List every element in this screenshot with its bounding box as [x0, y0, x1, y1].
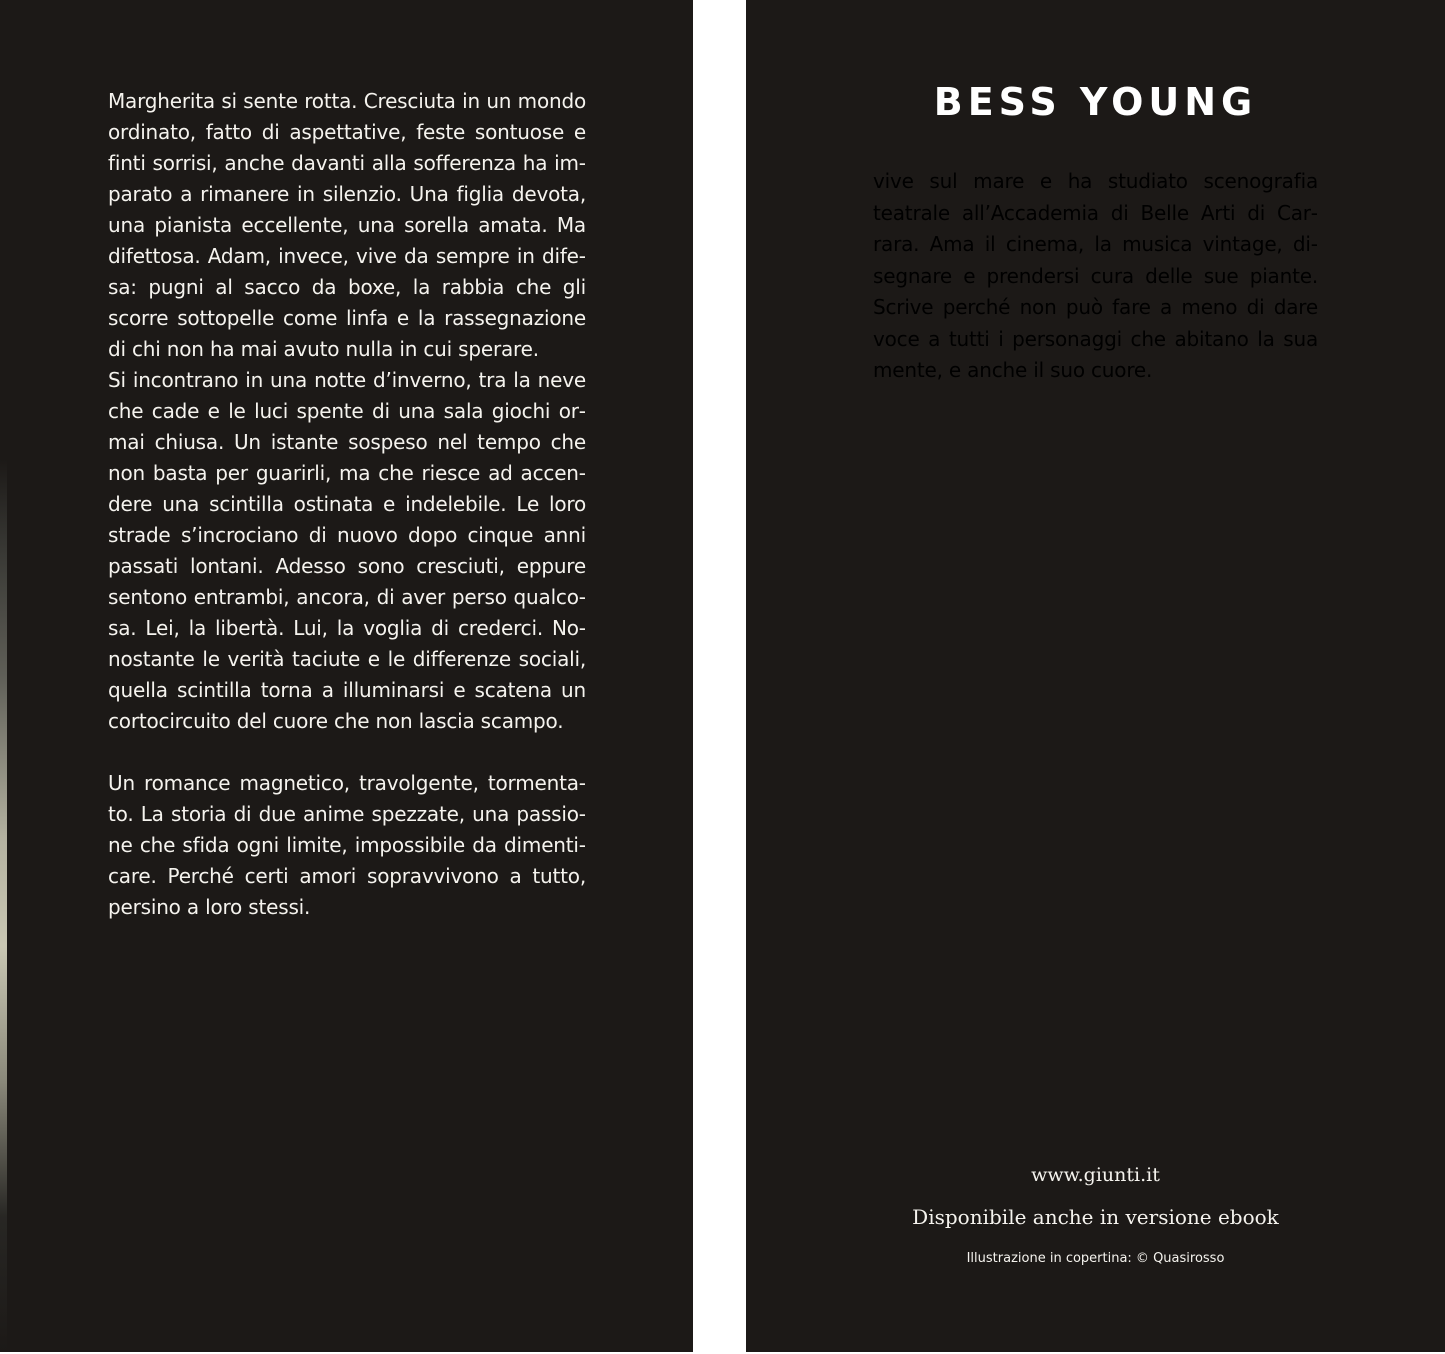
author-name: BESS YOUNG [933, 80, 1258, 124]
publisher-website: www.giunti.it [1031, 1164, 1160, 1186]
author-bio: vive sul mare e ha studiato scenografia teatrale all’Accademia di Belle Arti di Carrara. Ama il cinema, la musica vintage, disegnare e prendersi cura delle sue piante. Scrive perché non può fare a meno di dare voce a tutti i personaggi che abitano la sua mente, e anche il suo cuore. [873, 169, 1318, 382]
cover-illustration-credit: Illustrazione in copertina: © Quasirosso [966, 1251, 1225, 1266]
synopsis-paragraph: Si incontrano in una notte d’inverno, tra la neve che cade e le luci spente di una sala giochi ormai chiusa. Un istante sospeso nel tempo che non basta per guarirli, ma che riesce ad accendere una scintilla ostinata e indelebile. Le loro strade s’incrociano di nuovo dopo cinque anni passati lontani. Adesso sono cresciuti, eppure sentono entrambi, ancora, di aver perso qualcosa. Lei, la libertà. Lui, la voglia di crederci. Nonostante le verità taciute e le differenze sociali, quella scintilla torna a illuminarsi e scatena un cortocircuito del cuore che non lascia scampo. [108, 368, 586, 733]
ebook-availability-note: Disponibile anche in versione ebook [912, 1205, 1279, 1229]
cover-illustration-edge [0, 0, 7, 1352]
left-flap [0, 0, 693, 1352]
synopsis-paragraph: Margherita si sente rotta. Cresciuta in un mondo ordinato, fatto di aspettative, feste sontuose e finti sorrisi, anche davanti alla sofferenza ha imparato a rimanere in silenzio. Una figlia devota, una pianista eccellente, una sorella amata. Ma difettosa. Adam, invece, vive da sempre in difesa: pugni al sacco da boxe, la rabbia che gli scorre sottopelle come linfa e la rassegnazione di chi non ha mai avuto nulla in cui sperare. [108, 89, 586, 361]
synopsis-paragraph: Un romance magnetico, travolgente, tormentato. La storia di due anime spezzate, una passione che sfida ogni limite, impossibile da dimenticare. Perché certi amori sopravvivono a tutto, persino a loro stessi. [108, 771, 586, 919]
synopsis-text [108, 86, 586, 923]
